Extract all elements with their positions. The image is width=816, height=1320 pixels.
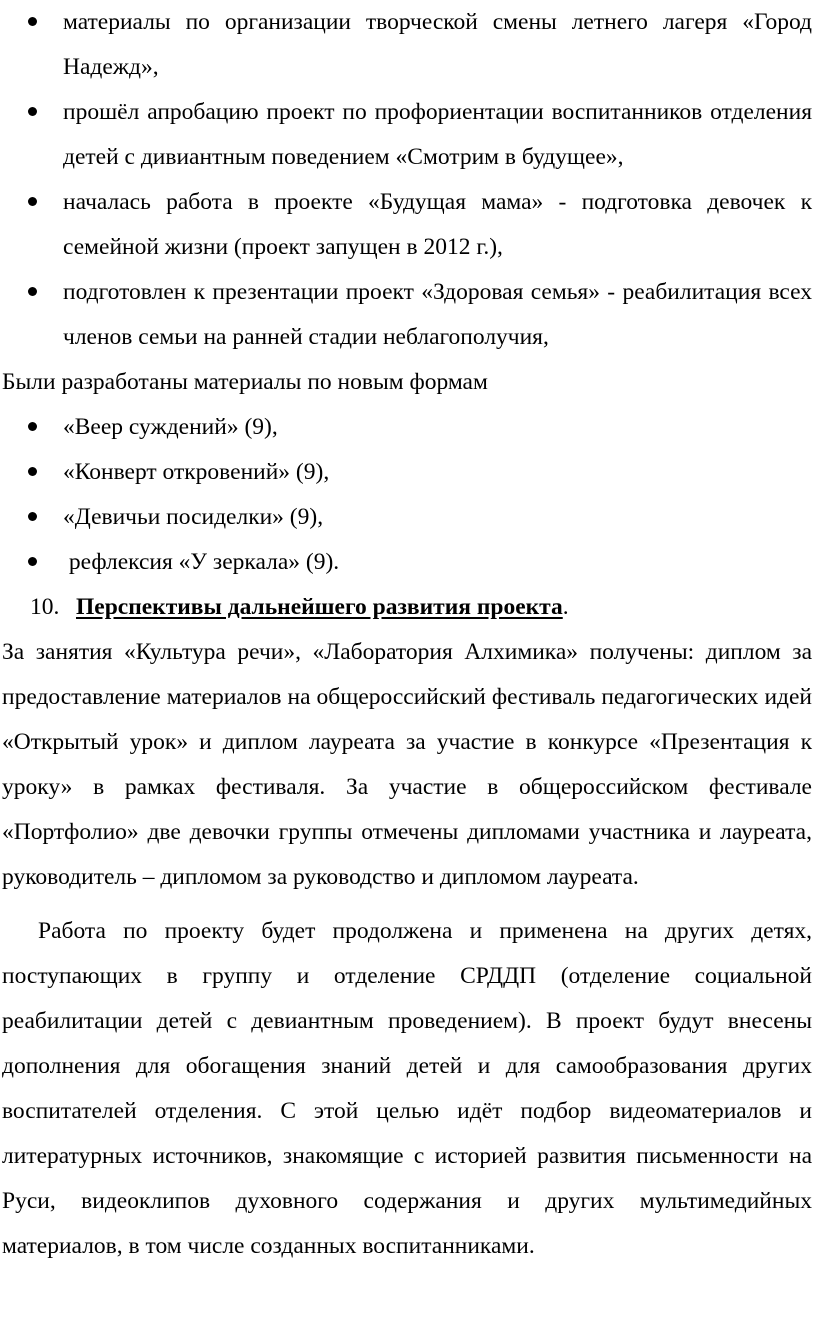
list-item-text: «Девичьи посиделки» (9), — [63, 504, 324, 530]
bullet-icon — [28, 107, 37, 116]
bullet-icon — [28, 557, 37, 566]
section-title-suffix: . — [562, 594, 569, 620]
bullet-icon — [28, 197, 37, 206]
list-item — [0, 405, 816, 450]
list-item — [0, 540, 816, 585]
list-item-text: рефлексия «У зеркала» (9). — [63, 549, 340, 575]
intro-new-forms: Были разработаны материалы по новым формам — [2, 369, 488, 395]
list-item-text: материалы по организации творческой смены летнего лагеря «Город Надежд», — [63, 9, 812, 80]
bullet-icon — [28, 287, 37, 296]
list-item — [0, 270, 816, 360]
list-item — [0, 180, 816, 270]
bullet-icon — [28, 422, 37, 431]
bullet-list-new-forms — [0, 405, 816, 585]
list-item-text: началась работа в проекте «Будущая мама» - подготовка девочек к семейной жизни (проект запущен в 2012 г.), — [63, 189, 812, 260]
list-item — [0, 495, 816, 540]
list-item — [0, 90, 816, 180]
bullet-icon — [28, 467, 37, 476]
section-title: Перспективы дальнейшего развития проекта — [76, 594, 563, 620]
bullet-icon — [28, 512, 37, 521]
paragraph-awards: За занятия «Культура речи», «Лаборатория Алхимика» получены: диплом за предоставление материалов на общероссийский фестиваль педагогических идей «Открытый урок» и диплом лауреата за участие в конкурсе «Презентация к уроку» в рамках фестиваля. За участие в общероссийском фестивале «Портфолио» две девочки группы отмечены дипломами участника и лауреата, руководитель – дипломом за руководство и дипломом лауреата. — [2, 639, 812, 890]
list-item — [0, 450, 816, 495]
section-number: 10. — [30, 594, 60, 620]
section-heading — [0, 585, 816, 630]
list-item-text: подготовлен к презентации проект «Здоровая семья» - реабилитация всех членов семьи на ранней стадии неблагополучия, — [63, 279, 812, 350]
list-item-text: «Конверт откровений» (9), — [63, 459, 330, 485]
paragraph-future-work: Работа по проекту будет продолжена и применена на других детях, поступающих в группу и отделение СРДДП (отделение социальной реабилитации детей с девиантным проведением). В проект будут внесены дополнения для обогащения знаний детей и для самообразования других воспитателей отделения. С этой целью идёт подбор видеоматериалов и литературных источников, знакомящие с историей развития письменности на Руси, видеоклипов духовного содержания и других мультимедийных материалов, в том числе созданных воспитанниками. — [2, 918, 812, 1259]
list-item-text: прошёл апробацию проект по профориентации воспитанников отделения детей с дивиантным поведением «Смотрим в будущее», — [63, 99, 812, 170]
bullet-list-achievements — [0, 0, 816, 360]
list-item-text: «Веер суждений» (9), — [63, 414, 278, 440]
list-item — [0, 0, 816, 90]
bullet-icon — [28, 17, 37, 26]
